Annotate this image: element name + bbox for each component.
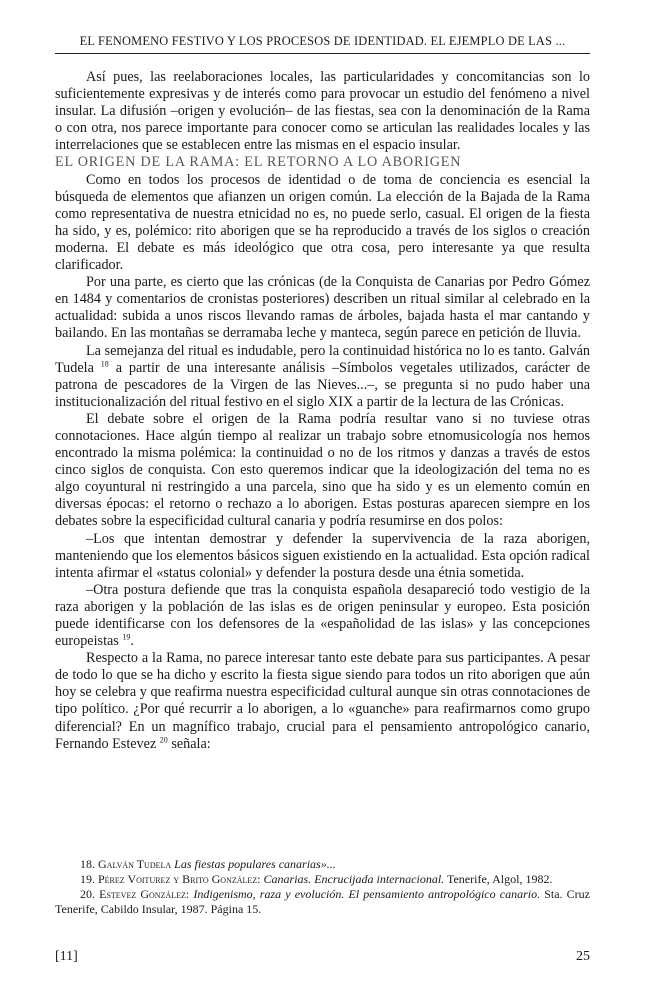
footnote-title: Las fiestas populares canarias»... — [174, 857, 336, 871]
main-text — [55, 69, 590, 753]
paragraph-text: señala: — [171, 735, 211, 752]
footnote-author: Estevez González: — [99, 887, 190, 901]
paragraph-text: La semejanza del ritual es indudable, pero la continuidad histórica no lo es tanto. Galván Tudela — [55, 342, 590, 376]
paragraph — [55, 582, 590, 650]
footnote-ref[interactable]: 20 — [159, 734, 168, 744]
footnote-20 — [55, 887, 590, 917]
paragraph-text: –Otra postura defiende que tras la conquista española desapareció todo vestigio de la raza aborigen y la población de las islas es de origen peninsular y europeo. Esta posición puede identificarse con los defensores de la «españolidad de las islas» y las concepciones europeistas — [55, 581, 590, 650]
paragraph: Como en todos los procesos de identidad o de toma de conciencia es esencial la búsqueda de elementos que afianzen un origen común. La elección de la Bajada de la Rama como representativa de nuestra etnicidad no es, no puede serlo, casual. El origen de la fiesta ha sido, y es, polémico: rito aborigen que se ha reproducido a través de los siglos o creación moderna. El debate es más ideológico que otra cosa, pero interesante ya que resulta clarificador. — [55, 171, 590, 274]
footnote-publication: Sta. Cruz Tenerife, Cabildo Insular, 1987. Página 15. — [55, 887, 590, 916]
paragraph: –Los que intentan demostrar y defender la supervivencia de la raza aborigen, manteniendo que los elementos básicos siguen existiendo en la actualidad. Esta opción radical intenta afirmar el «status colonial» y defender la postura desde una étnia sometida. — [55, 530, 590, 581]
paragraph — [55, 343, 590, 411]
running-header: EL FENOMENO FESTIVO Y LOS PROCESOS DE IDENTIDAD. EL EJEMPLO DE LAS ... — [55, 34, 590, 54]
paragraph: Por una parte, es cierto que las crónicas (de la Conquista de Canarias por Pedro Gómez en 1484 y comentarios de cronistas posteriores) describen un ritual similar al celebrado en la actualidad: subida a unos riscos llevando ramas de árboles, bajada hasta el mar cantando y bailando. En las montañas se derramaba leche y manteca, según parece en petición de lluvia. — [55, 274, 590, 342]
paragraph-text: Respecto a la Rama, no parece interesar tanto este debate para sus participantes. A pesar de todo lo que se ha dicho y escrito la fiesta sigue siendo para todos un rito aborigen que aún hoy se celebra y que reafirma nuestra especificidad cultural aunque sin otras connotaciones de tipo político. ¿Por qué recurrir a lo aborigen, a lo «guanche» para reafirmarnos como grupo diferencial? En un magnífico trabajo, crucial para el pensamiento antropológico canario, Fernando Estevez — [55, 650, 590, 752]
page-number: 25 — [576, 949, 590, 964]
footnote-18 — [55, 857, 590, 872]
footnote-ref[interactable]: 19 — [122, 632, 131, 642]
footnote-author: Pérez Voiturez y Brito González: — [98, 872, 261, 886]
paragraph — [55, 650, 590, 753]
footnotes — [55, 857, 590, 917]
footnote-title: Indigenismo, raza y evolución. El pensamiento antropológico canario. — [193, 887, 541, 901]
paragraph-text: a partir de una interesante análisis –Símbolos vegetales utilizados, carácter de patrona de pescadores de la Virgen de las Nieves...–, se pregunta si no pudo haber una institucionalización del ritual festivo en el siglo XIX a partir de la lectura de las Crónicas. — [55, 359, 591, 410]
footnote-publication: Tenerife, Algol, 1982. — [446, 872, 553, 886]
footnote-19 — [55, 872, 590, 887]
section-title: EL ORIGEN DE LA RAMA: EL RETORNO A LO ABORIGEN — [55, 154, 462, 171]
paragraph-text: . — [130, 633, 134, 650]
paragraph: Así pues, las reelaboraciones locales, las particularidades y concomitancias son lo suficientemente expresivas y de interés como para provocar un estudio del fenómeno a nivel insular. La difusión –origen y evolución– de las fiestas, sea con la denominación de la Rama o con otra, nos parece importante para conocer como se articulan las realidades locales y las interrelaciones que se establecen entre las mismas en el espacio insular. — [55, 69, 590, 154]
footnote-number: 18. — [80, 857, 95, 871]
paragraph: El debate sobre el origen de la Rama podría resultar vano si no tuviese otras connotaciones. Hace algún tiempo al realizar un trabajo sobre etnomusicología nos hemos encontrado la misma polémica: la continuidad o no de los ritmos y danzas a través de estos cinco siglos de conquista. Con esto queremos indicar que la ideologización del tema no es algo coyuntural ni restringido a una parcela, sino que ha sido y es un elemento común en diversas épocas: el retorno o rechazo a lo aborigen. Estas posturas aparecen siempre en los debates sobre la especificidad cultural canaria y podría resumirse en dos polos: — [55, 410, 590, 530]
footnote-number: 20. — [80, 887, 95, 901]
footnote-author: Galván Tudela — [98, 857, 172, 871]
footnote-ref[interactable]: 18 — [100, 358, 109, 368]
footnote-title: Canarias. Encrucijada internacional. — [263, 872, 445, 886]
page-reference: [11] — [55, 949, 78, 964]
footnote-number: 19. — [80, 872, 95, 886]
